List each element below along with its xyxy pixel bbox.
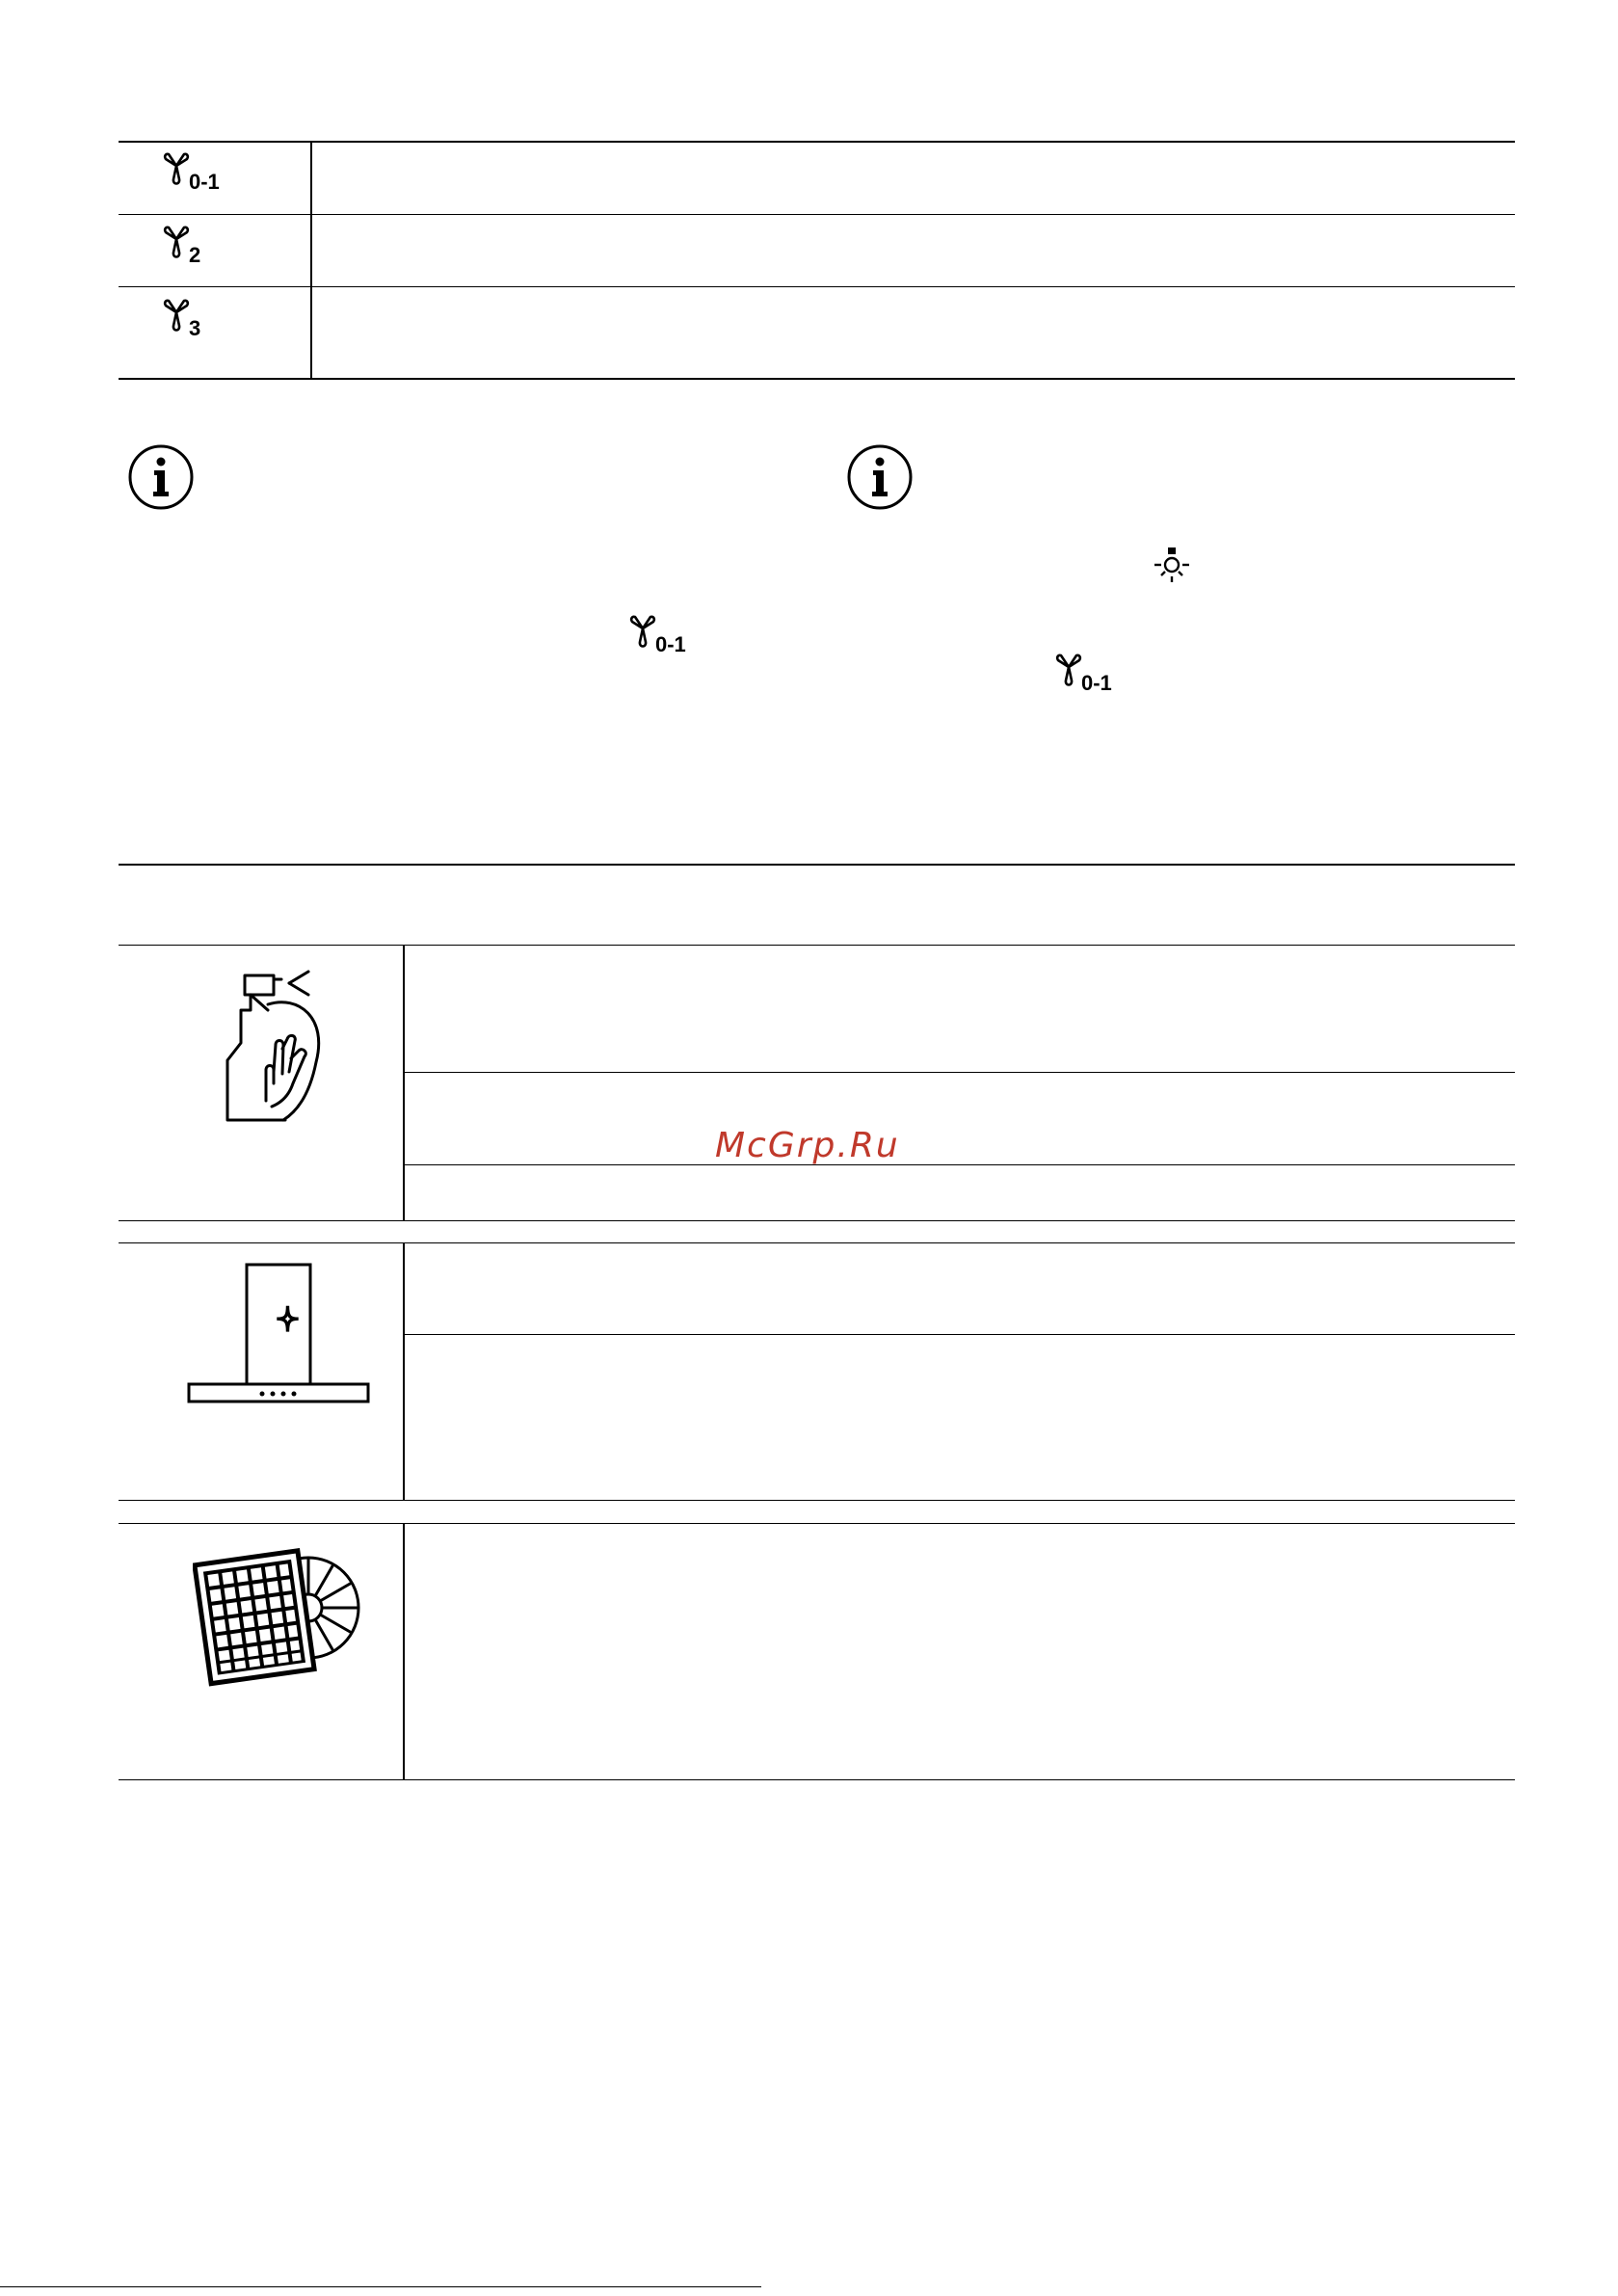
table-rule (119, 141, 1515, 143)
table-rule (119, 1220, 1515, 1221)
fan-speed-label: 0-1 (655, 632, 686, 656)
table-rule (119, 286, 1515, 287)
table-rule (119, 1500, 1515, 1501)
table-rule (119, 945, 1515, 946)
light-bulb-icon (1153, 546, 1191, 586)
table-rule (119, 1523, 1515, 1524)
watermark: McGrp.Ru (715, 1126, 900, 1165)
fan-icon (162, 150, 191, 195)
table-row (162, 150, 220, 195)
info-icon (127, 443, 195, 511)
table-rule (119, 378, 1515, 380)
table-rule (119, 214, 1515, 215)
table-divider (403, 1523, 405, 1779)
fan-icon (162, 224, 191, 268)
fan-icon (1054, 652, 1083, 696)
footer-rule (0, 2286, 761, 2287)
table-rule (405, 1072, 1515, 1073)
table-rule (119, 1779, 1515, 1780)
spray-cleaning-icon (222, 966, 343, 1128)
fan-speed-label: 0-1 (1081, 671, 1112, 695)
fan-speed-label: 3 (189, 316, 201, 340)
fan-speed-label: 0-1 (189, 170, 220, 194)
table-rule (405, 1164, 1515, 1165)
table-divider (310, 141, 312, 378)
inline-fan (1054, 652, 1112, 696)
filter-icon (193, 1538, 362, 1693)
table-rule (405, 1334, 1515, 1335)
section-divider (119, 864, 1515, 866)
table-divider (403, 945, 405, 1220)
fan-speed-label: 2 (189, 243, 201, 267)
fan-icon (162, 297, 191, 341)
table-row (162, 297, 200, 341)
table-divider (403, 1242, 405, 1500)
table-row (162, 224, 200, 268)
fan-icon (628, 613, 657, 657)
inline-fan (628, 613, 686, 657)
table-rule (119, 1242, 1515, 1243)
hood-cleaning-icon (185, 1263, 372, 1405)
info-icon (846, 443, 914, 511)
